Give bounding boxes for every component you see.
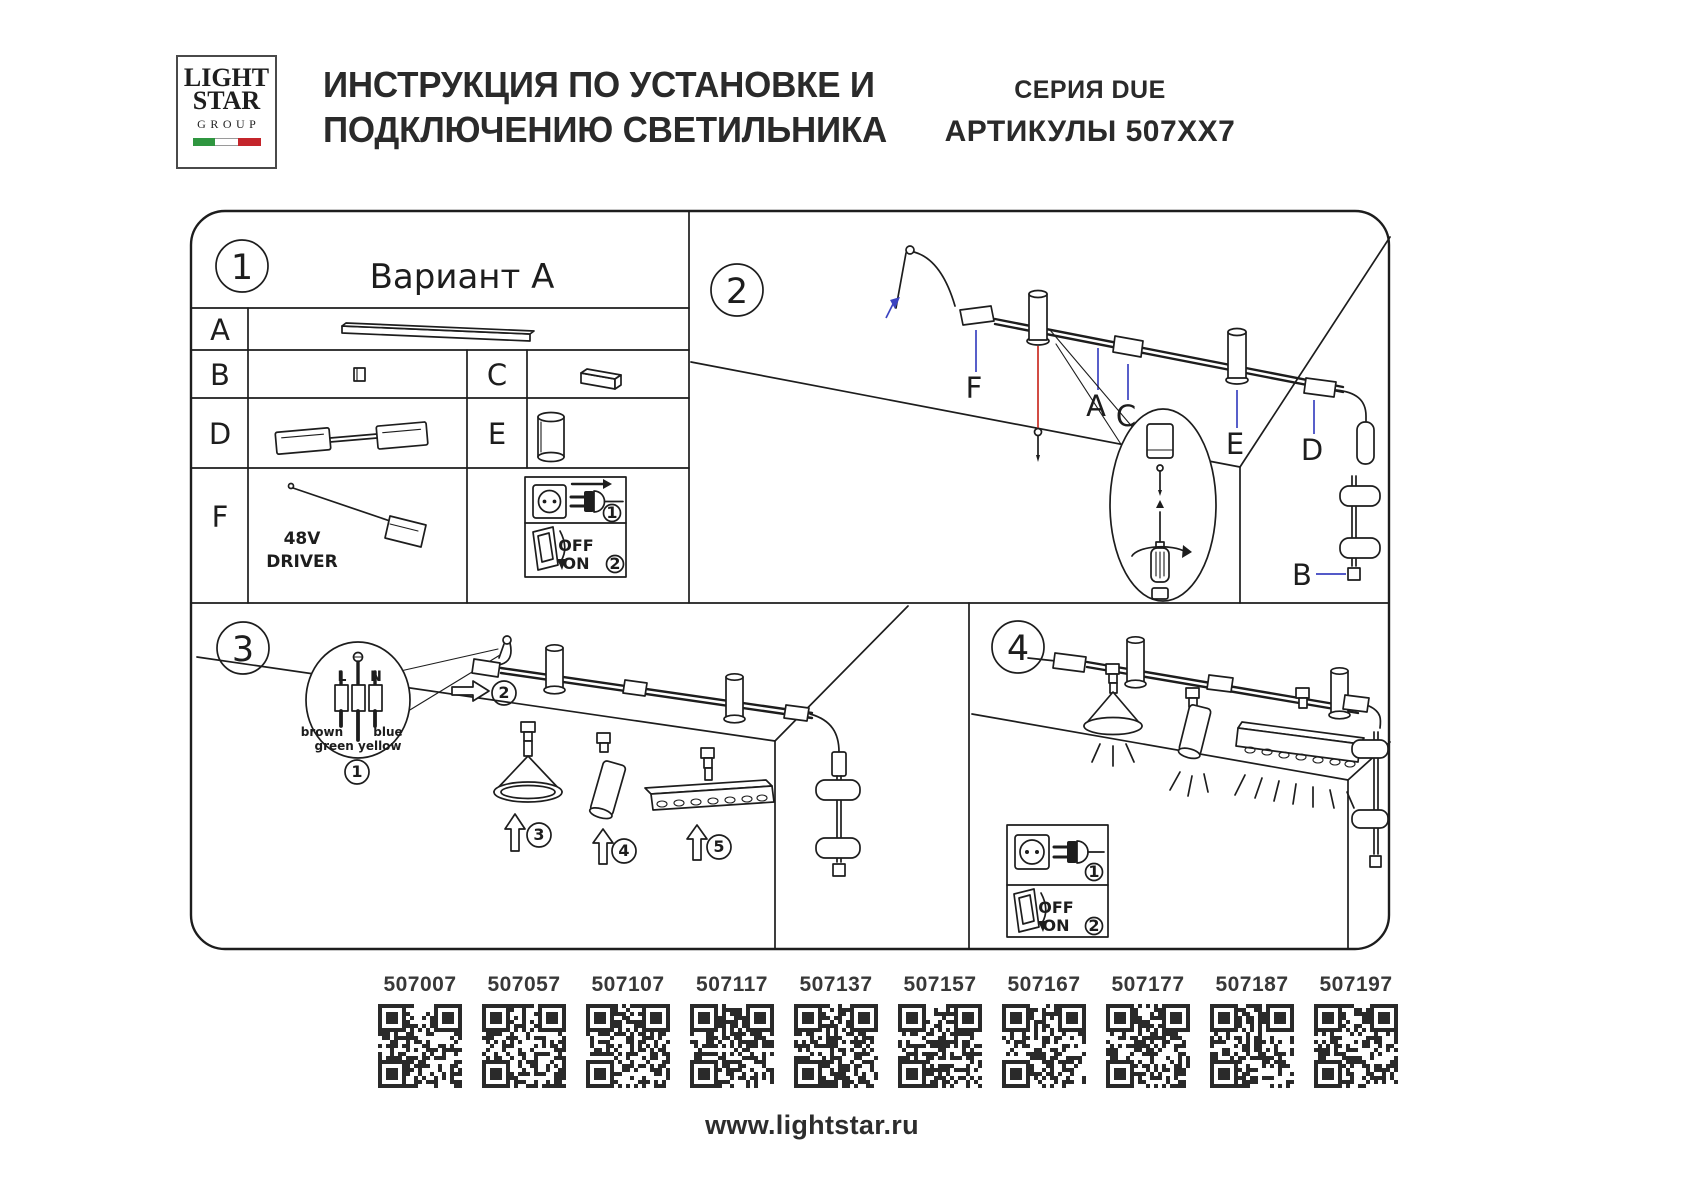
qr-code (1002, 1004, 1086, 1088)
row-label-d: D (208, 417, 232, 451)
plug-icon (1054, 841, 1104, 863)
article-number: 507177 (1111, 973, 1185, 996)
panel3-step2: 2 (498, 683, 510, 702)
terminal-block (369, 685, 382, 711)
callout-a: A (1086, 389, 1106, 423)
article-column (1096, 973, 1200, 1088)
clamp-piece (1147, 424, 1173, 458)
panel3-step4: 4 (618, 841, 630, 860)
article-column (888, 973, 992, 1088)
right-wall-edge (775, 606, 908, 741)
track-connector (784, 705, 809, 721)
terminal-l-label: L (337, 669, 347, 685)
qr-code (690, 1004, 774, 1088)
wall-spotlight (1352, 810, 1388, 828)
connector-cable-d (275, 422, 428, 454)
wall-spotlight (816, 838, 860, 858)
articles-title: АРТИКУЛЫ 507XX7 (944, 115, 1236, 148)
article-column (1304, 973, 1408, 1088)
up-arrow-icon (687, 825, 707, 860)
qr-code (794, 1004, 878, 1088)
article-column (368, 973, 472, 1088)
qr-code (1314, 1004, 1398, 1088)
terminal-n-label: N (370, 669, 382, 685)
page-title-line1: ИНСТРУКЦИЯ ПО УСТАНОВКЕ И (323, 64, 875, 105)
wall-track (1340, 476, 1380, 580)
logo-star-text: STAR (192, 85, 261, 115)
track-connector (623, 680, 647, 696)
article-column (576, 973, 680, 1088)
panel4-section (972, 621, 1390, 949)
ceiling-post (544, 645, 565, 694)
driver-name-label: DRIVER (266, 552, 338, 572)
wall-spotlight (816, 780, 860, 800)
panel3-section (197, 606, 908, 949)
page-title-line2: ПОДКЛЮЧЕНИЮ СВЕТИЛЬНИКА (323, 109, 888, 150)
flag-red-stripe (238, 138, 261, 146)
installation-diagram (190, 210, 1390, 950)
ceiling-hook (499, 636, 511, 658)
track-connector-c (1113, 336, 1143, 357)
end-cap (833, 864, 845, 876)
panel3-step3: 3 (533, 825, 545, 844)
wire-blue-label: blue (373, 725, 403, 739)
callout-f: F (965, 371, 983, 405)
qr-code (378, 1004, 462, 1088)
variant-title: Вариант А (369, 257, 555, 297)
article-column (784, 973, 888, 1088)
ceiling-post (724, 674, 745, 723)
article-number: 507187 (1215, 973, 1289, 996)
article-number: 507117 (696, 973, 768, 996)
panel1-section (191, 240, 689, 603)
panel4-step2: 2 (1088, 916, 1100, 935)
article-number: 507157 (903, 973, 977, 996)
row-label-c: C (486, 358, 508, 392)
ceiling-post-e1 (1027, 291, 1049, 346)
wall-spotlight (1340, 538, 1380, 558)
wiring-detail (301, 642, 410, 758)
wall-spotlight (1340, 486, 1380, 506)
panel3-step1: 1 (351, 762, 363, 781)
logo-group-text: GROUP (197, 116, 261, 131)
callout-d: D (1300, 433, 1324, 467)
page-title (323, 62, 887, 152)
bracket-c (581, 369, 621, 389)
power-legend-box (1007, 825, 1108, 937)
insert-arrow-icon (886, 297, 900, 318)
article-column (992, 973, 1096, 1088)
logo-light-text: LIGHT (183, 63, 270, 92)
flag-green-stripe (193, 138, 216, 146)
article-column (472, 973, 576, 1088)
row-label-e: E (487, 417, 507, 451)
qr-code (898, 1004, 982, 1088)
panel2-number: 2 (725, 272, 749, 312)
series-title: СЕРИЯ DUE (1014, 76, 1166, 104)
switch-off-label: OFF (558, 536, 594, 555)
terminal-block (352, 685, 365, 711)
driver-connector (472, 659, 500, 677)
callout-c: C (1115, 399, 1137, 433)
article-number: 507167 (1007, 973, 1081, 996)
row-label-a: A (210, 313, 230, 347)
wall-track (1352, 732, 1388, 867)
qr-code (586, 1004, 670, 1088)
end-cap (1370, 856, 1381, 867)
ceiling-post-e2 (1226, 329, 1248, 385)
step1-number: 1 (606, 503, 618, 522)
end-cap (1348, 568, 1360, 580)
ceiling-post (1125, 637, 1146, 688)
article-number: 507197 (1319, 973, 1393, 996)
socket-icon (1015, 835, 1049, 869)
driver-connector (1053, 653, 1086, 672)
article-number: 507057 (487, 973, 561, 996)
track-connector (1207, 675, 1233, 692)
arrow-right-icon (572, 479, 612, 489)
magnifier-detail (1110, 409, 1216, 601)
driver-voltage-label: 48V (283, 529, 321, 549)
qr-code (482, 1004, 566, 1088)
end-cap-b (354, 368, 365, 381)
track-connector (1343, 695, 1369, 712)
article-column (1200, 973, 1304, 1088)
diagram-frame (191, 211, 1389, 949)
wall-track (816, 752, 860, 876)
callout-b: B (1292, 558, 1312, 592)
screw-icon (1035, 429, 1042, 463)
cylinder-spotlight-lit (1170, 688, 1211, 796)
panel4-step1: 1 (1088, 862, 1100, 881)
cone-spotlight (494, 722, 562, 802)
qr-code (1106, 1004, 1190, 1088)
step2-number: 2 (609, 554, 621, 573)
power-legend-box (525, 477, 626, 577)
wire-brown-label: brown (300, 725, 344, 739)
series-block (930, 76, 1250, 149)
pendant-adapter-e (538, 413, 564, 462)
up-arrow-icon (593, 829, 613, 864)
driver-connector-f (960, 306, 994, 325)
article-number: 507137 (799, 973, 873, 996)
linear-light (645, 748, 774, 810)
up-arrow-icon (505, 814, 525, 851)
article-number: 507107 (591, 973, 665, 996)
row-label-f: F (211, 500, 229, 534)
wire-green-label: green yellow (314, 739, 402, 753)
qr-code (1210, 1004, 1294, 1088)
callout-e: E (1225, 427, 1245, 461)
panel3-step5: 5 (713, 837, 725, 856)
ceiling-post (1329, 668, 1350, 719)
row-label-b: B (210, 358, 230, 392)
track-profile-a (342, 323, 534, 341)
wall-cable (1369, 706, 1381, 728)
website-link[interactable]: www.lightstar.ru (705, 1110, 919, 1140)
panel3-number: 3 (231, 630, 255, 670)
terminal-block (335, 685, 348, 711)
switch-off-label: OFF (1038, 898, 1074, 917)
connector-piece (1152, 588, 1168, 599)
panel4-number: 4 (1006, 629, 1030, 669)
article-column (680, 973, 784, 1088)
panel1-number: 1 (230, 248, 254, 288)
driver-cable (914, 252, 955, 306)
wall-spotlight (1352, 740, 1388, 758)
switch-on-label: ON (562, 554, 590, 573)
article-number: 507007 (383, 973, 457, 996)
italy-flag-icon (193, 138, 261, 146)
panel2-section (691, 237, 1390, 603)
socket-icon (533, 485, 566, 518)
switch-on-label: ON (1042, 916, 1070, 935)
articles-strip (368, 973, 1408, 1088)
cylinder-spotlight (589, 733, 627, 821)
flag-white-stripe (215, 138, 238, 146)
lightstar-logo (176, 55, 277, 169)
